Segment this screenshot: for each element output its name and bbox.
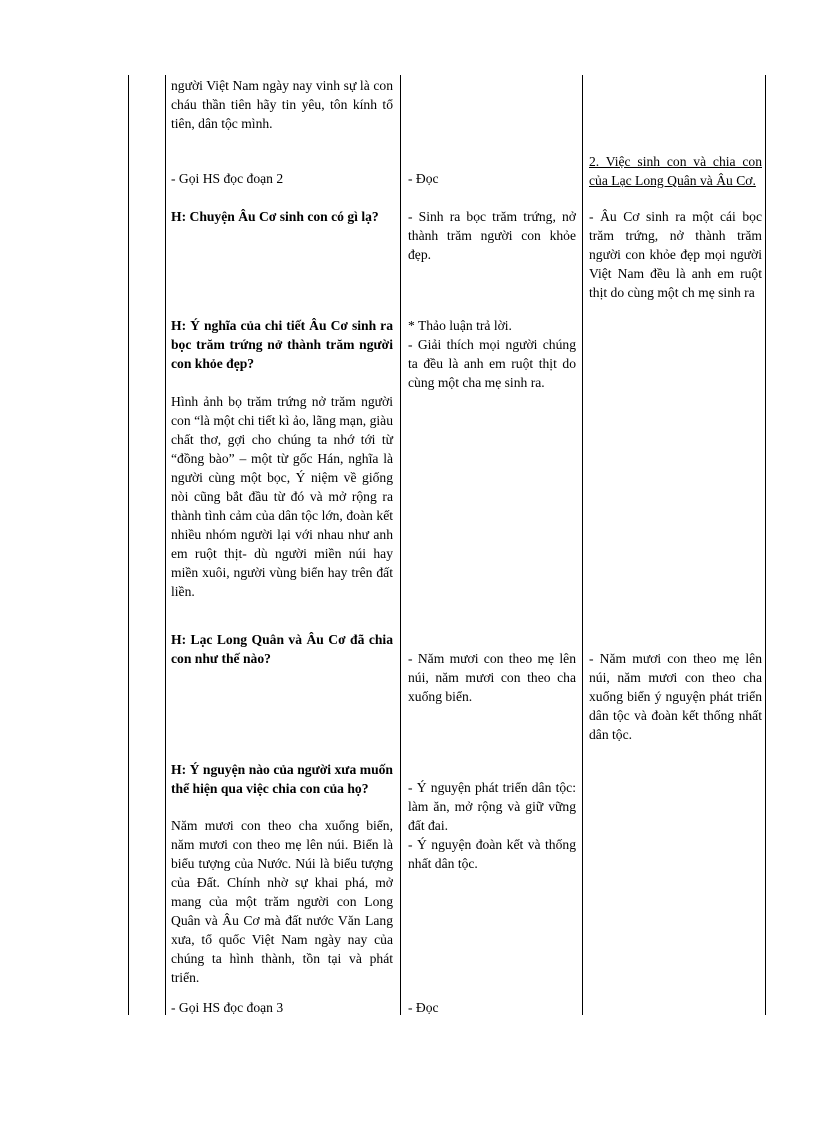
read-passage-2: - Gọi HS đọc đoạn 2 (171, 171, 284, 186)
student-answer-4a: - Ý nguyện phát triển dân tộc: làm ăn, mở rộng và giữ vững đất đai. (408, 780, 576, 833)
question-1: H: Chuyện Âu Cơ sinh con có gì lạ? (171, 209, 379, 224)
intro-text: người Việt Nam ngày nay vinh sự là con cháu thần tiên hãy tin yêu, tôn kính tổ tiên, dân tộc mình. (171, 78, 393, 131)
note-1: - Âu Cơ sinh ra một cái bọc trăm trứng, nở thành trăm người con khỏe đẹp mọi người Việt Nam đều là anh em ruột thịt do cùng một ch mẹ sinh ra (589, 209, 762, 300)
student-read-2: - Đọc (408, 1000, 439, 1015)
note-2: - Năm mươi con theo mẹ lên núi, năm mươi con theo cha xuống biển ý nguyện phát triển dân tộc và đoàn kết thống nhất dân tộc. (589, 651, 762, 742)
student-discuss: * Thảo luận trả lời. (408, 318, 512, 333)
student-answer-4b: - Ý nguyện đoàn kết và thống nhất dân tộc. (408, 837, 576, 871)
table-border-left (128, 75, 129, 1015)
question-4: H: Ý nguyện nào của người xưa muốn thể hiện qua việc chia con của họ? (171, 762, 393, 796)
student-answer-2: - Giải thích mọi người chúng ta đều là anh em ruột thịt do cùng một cha mẹ sinh ra. (408, 337, 576, 390)
explanation-1: Hình ảnh bọ trăm trứng nở trăm người con “là một chi tiết kì ảo, lãng mạn, giàu chất thơ, gợi cho chúng ta nhớ tới từ “đồng bào” – một từ gốc Hán, nghĩa là người cùng một bọc, Ý niệm về giống nòi cũng bắt đầu từ đó và mở rộng ra thành tình cảm của dân tộc lớn, đoàn kết nhiều nhóm người lại với nhau như anh em ruột thịt- dù người miền núi hay miền xuôi, người vùng biển hay trên đất liền. (171, 394, 393, 599)
question-2: H: Ý nghĩa của chi tiết Âu Cơ sinh ra bọc trăm trứng nở thành trăm người con khỏe đẹp? (171, 318, 393, 371)
student-read-1: - Đọc (408, 171, 439, 186)
table-border-right (765, 75, 766, 1015)
column-divider-1 (165, 75, 166, 1015)
question-3: H: Lạc Long Quân và Âu Cơ đã chia con như thế nào? (171, 632, 393, 666)
student-answer-3: - Năm mươi con theo mẹ lên núi, năm mươi con theo cha xuống biển. (408, 651, 576, 704)
notes-heading: 2. Việc sinh con và chia con của Lạc Long Quân và Âu Cơ. (589, 154, 762, 188)
student-answer-1: - Sinh ra bọc trăm trứng, nở thành trăm người con khỏe đẹp. (408, 209, 576, 262)
column-divider-2 (400, 75, 401, 1015)
explanation-2: Năm mươi con theo cha xuống biển, năm mươi con theo mẹ lên núi. Biển là biểu tượng của Nước. Núi là biểu tượng của Đất. Chính nhờ sự khai phá, mở mang của một trăm người con Long Quân và Âu Cơ mà đất nước Văn Lang xưa, tổ quốc Việt Nam ngày nay của chúng ta hình thành, tồn tại và phát triển. (171, 818, 393, 985)
column-divider-3 (582, 75, 583, 1015)
read-passage-3: - Gọi HS đọc đoạn 3 (171, 1000, 284, 1015)
